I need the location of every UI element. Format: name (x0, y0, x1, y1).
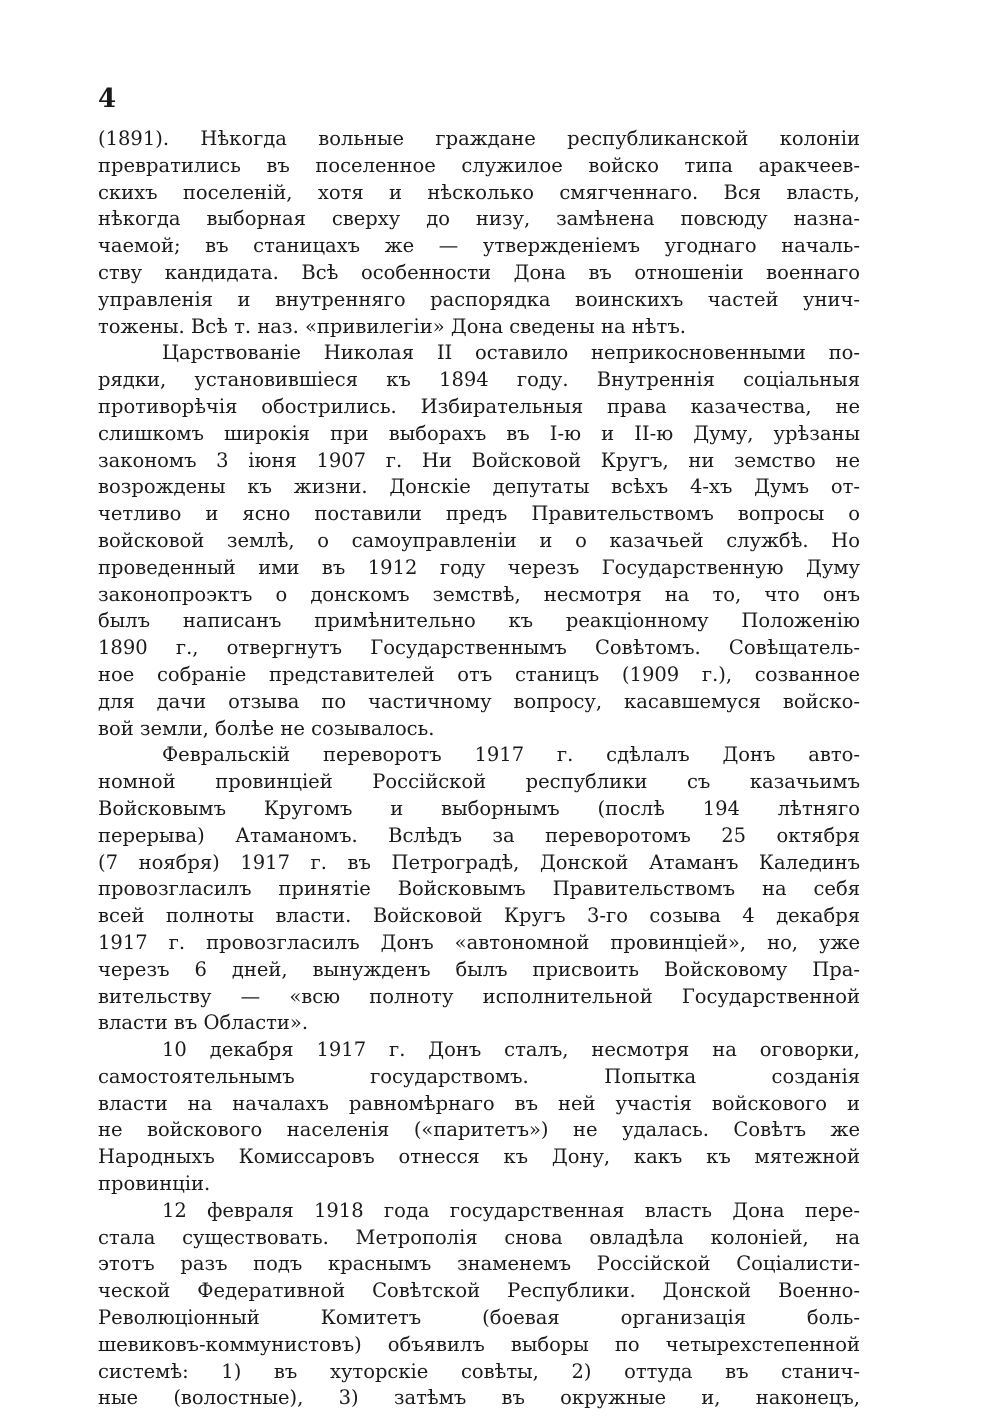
text-line: власти въ Области». (98, 1011, 309, 1035)
text-line: вой земли, болѣе не созывалось. (98, 716, 435, 740)
text-line: шевиковъ-коммунистовъ) объявилъ выборы по четырехстепенной (98, 1332, 860, 1356)
text-line: (1891). Нѣкогда вольные граждане республиканской колоніи (98, 127, 860, 150)
page-number: 4 (98, 84, 117, 114)
text-line: (7 ноября) 1917 г. въ Петроградѣ, Донской Атаманъ Калединъ (98, 850, 860, 874)
text-line: четливо и ясно поставили предъ Правительствомъ вопросы о (98, 502, 860, 526)
text-line: былъ написанъ примѣнительно къ реакціонному Положенію (98, 609, 860, 633)
text-line: рядки, установившіеся къ 1894 году. Внутреннія соціальныя (98, 368, 860, 392)
text-line: Народныхъ Комиссаровъ отнесся къ Дону, какъ къ мятежной (98, 1145, 860, 1169)
text-line: ческой Федеративной Совѣтской Республики. Донской Военно- (98, 1279, 860, 1303)
text-line: проведенный ими въ 1912 году черезъ Государственную Думу (98, 555, 860, 579)
text-line: перерыва) Атаманомъ. Вслѣдъ за переворотомъ 25 октября (98, 823, 860, 847)
text-line: Революціонный Комитетъ (боевая организація боль- (98, 1306, 860, 1330)
text-line: Царствованіе Николая II оставило неприкосновенными по- (162, 341, 860, 365)
text-line: стала существовать. Метрополія снова овладѣла колоніей, на (98, 1225, 860, 1249)
text-line: управленія и внутренняго распорядка воинскихъ частей унич- (98, 287, 860, 311)
text-line: возрождены къ жизни. Донскіе депутаты всѣхъ 4-хъ Думъ от- (98, 475, 860, 499)
text-line: 12 февраля 1918 года государственная власть Дона пере- (162, 1198, 860, 1222)
text-line: 1917 г. провозгласилъ Донъ «автономной провинціей», но, уже (98, 930, 860, 954)
text-line: превратились въ поселенное служилое войско типа аракчеев- (98, 153, 860, 177)
text-line: не войскового населенія («паритетъ») не удалась. Совѣтъ же (98, 1118, 860, 1142)
text-line: ное собраніе представителей отъ станицъ (1909 г.), созванное (98, 662, 860, 686)
text-line: власти на началахъ равномѣрнаго въ ней участія войскового и (98, 1091, 860, 1115)
text-line: Февральскій переворотъ 1917 г. сдѣлалъ Донъ авто- (162, 743, 860, 767)
text-line: для дачи отзыва по частичному вопросу, касавшемуся войско- (98, 689, 860, 713)
text-line: ные (волостные), 3) затѣмъ въ окружные и, наконецъ, (98, 1386, 860, 1410)
text-line: ству кандидата. Всѣ особенности Дона въ отношеніи военнаго (98, 260, 860, 284)
text-line: провозгласилъ принятіе Войсковымъ Правительствомъ на себя (98, 877, 860, 901)
text-line: скихъ поселеній, хотя и нѣсколько смягченнаго. Вся власть, (98, 180, 860, 204)
text-line: слишкомъ широкія при выборахъ въ I-ю и II-ю Думу, урѣзаны (98, 421, 860, 445)
text-line: войсковой землѣ, о самоуправленіи и о казачьей службѣ. Но (98, 528, 860, 552)
text-line: законопроэктъ о донскомъ земствѣ, несмотря на то, что онъ (98, 582, 860, 606)
text-line: чаемой; въ станицахъ же — утвержденіемъ угоднаго началь- (98, 234, 860, 258)
text-line: 10 декабря 1917 г. Донъ сталъ, несмотря на оговорки, (162, 1038, 860, 1062)
text-line: провинціи. (98, 1172, 211, 1196)
text-line: номной провинціей Россійской республики съ казачьимъ (98, 770, 860, 794)
text-line: этотъ разъ подъ краснымъ знаменемъ Россійской Соціалисти- (98, 1252, 860, 1276)
text-line: тожены. Всѣ т. наз. «привилегіи» Дона сведены на нѣтъ. (98, 314, 686, 338)
text-line: самостоятельнымъ государствомъ. Попытка созданія (98, 1064, 860, 1088)
text-line: системѣ: 1) въ хуторскіе совѣты, 2) оттуда въ станич- (98, 1359, 860, 1383)
body-text (98, 126, 860, 1411)
text-line: Войсковымъ Кругомъ и выборнымъ (послѣ 194 лѣтняго (98, 796, 860, 820)
text-line: черезъ 6 дней, вынужденъ былъ присвоить Войсковому Пра- (98, 957, 860, 981)
text-line: вительству — «всю полноту исполнительной Государственной (98, 984, 860, 1008)
text-line: нѣкогда выборная сверху до низу, замѣнена повсюду назна- (98, 207, 860, 231)
text-line: 1890 г., отвергнутъ Государственнымъ Совѣтомъ. Совѣщатель- (98, 636, 860, 660)
text-line: противорѣчія обострились. Избирательныя права казачества, не (98, 394, 860, 418)
text-line: всей полноты власти. Войсковой Кругъ 3-го созыва 4 декабря (98, 904, 860, 928)
text-line: закономъ 3 іюня 1907 г. Ни Войсковой Кругъ, ни земство не (98, 448, 860, 472)
